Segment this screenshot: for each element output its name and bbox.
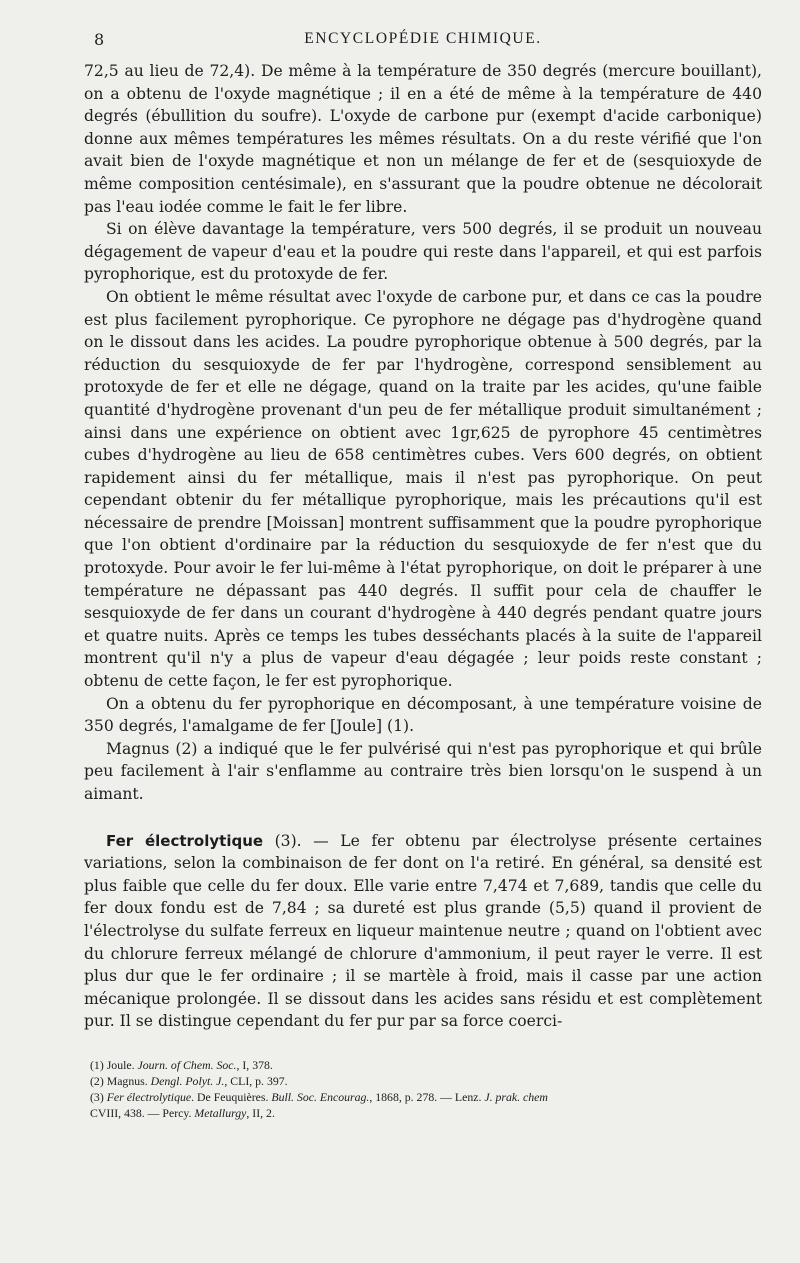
footnote-source: Bull. Soc. Encourag. bbox=[271, 1089, 370, 1104]
footnote-3 bbox=[90, 1089, 762, 1105]
footnotes bbox=[84, 1057, 762, 1121]
footnote-topic: Fer électrolytique bbox=[106, 1089, 192, 1104]
footnote-3-continued bbox=[90, 1105, 762, 1121]
footnote-text: CVIII, 438. — Percy. bbox=[90, 1105, 195, 1120]
section-paragraph bbox=[84, 830, 762, 1033]
footnote-mark: (2) Magnus. bbox=[90, 1073, 151, 1088]
section-title: Fer électrolytique bbox=[106, 831, 264, 850]
section-text: Le fer obtenu par électrolyse présente certaines variations, selon la combinaison de fer dont on l'a retiré. En général, sa densité est plus faible que celle du fer doux. Elle varie entre 7,474 et 7,689, tandis que celle du fer doux fondu est de 7,84 ; sa dureté est plus grande (5,5) quand il provient de l'électrolyse du sulfate ferreux en liqueur maintenue neutre ; quand on l'obtient avec du chlorure ferreux mélangé de chlorure d'ammonium, il peut rayer le verre. Il est plus dur que le fer ordinaire ; il se martèle à froid, mais il casse par une action mécanique prolongée. Il se dissout dans les acides sans résidu et est complètement pur. Il se distingue cependant du fer pur par sa force coerci- bbox=[84, 831, 762, 1031]
footnote-ref: , II, 2. bbox=[246, 1105, 275, 1120]
page-number: 8 bbox=[94, 30, 105, 49]
footnote-mark: (1) Joule. bbox=[90, 1057, 138, 1072]
section-fer-electrolytique bbox=[84, 830, 762, 1033]
page-header bbox=[84, 26, 762, 54]
paragraph: On obtient le même résultat avec l'oxyde de carbone pur, et dans ce cas la poudre est plus facilement pyrophorique. Ce pyrophore ne dégage pas d'hydrogène quand on le dissout dans les acides. La poudre pyrophorique obtenue à 500 degrés, par la réduction du sesquioxyde de fer par l'hydrogène, correspond sensiblement au protoxyde de fer et elle ne dégage, quand on la traite par les acides, qu'une faible quantité d'hydrogène provenant d'un peu de fer métallique produit simultanément ; ainsi dans une expérience on obtient avec 1gr,625 de pyrophore 45 centimètres cubes d'hydrogène au lieu de 658 centimètres cubes. Vers 600 degrés, on obtient rapidement ainsi du fer métallique, mais il n'est pas pyrophorique. On peut cependant obtenir du fer métallique pyrophorique, mais les précautions qu'il est nécessaire de prendre [Moissan] montrent suffisamment que la poudre pyrophorique que l'on obtient d'ordinaire par la réduction du sesquioxyde de fer n'est que du protoxyde. Pour avoir le fer lui-même à l'état pyrophorique, on doit le préparer à une température ne dépassant pas 440 degrés. Il suffit pour cela de chauffer le sesquioxyde de fer dans un courant d'hydrogène à 440 degrés pendant quatre jours et quatre nuits. Après ce temps les tubes desséchants placés à la suite de l'appareil montrent qu'il n'y a plus de vapeur d'eau dégagée ; leur poids reste constant ; obtenu de cette façon, le fer est pyrophorique. bbox=[84, 287, 762, 691]
paragraph: Si on élève davantage la température, vers 500 degrés, il se produit un nouveau dégagement de vapeur d'eau et la poudre qui reste dans l'appareil, et qui est parfois pyrophorique, est du protoxyde de fer. bbox=[84, 220, 762, 284]
footnote-ref: , I, 378. bbox=[236, 1057, 273, 1072]
footnote-source: Dengl. Polyt. J. bbox=[150, 1073, 225, 1088]
footnote-ref: , CLI, p. 397. bbox=[224, 1073, 288, 1088]
footnote-mark: (3) bbox=[90, 1089, 107, 1104]
section-title-suffix: (3). — bbox=[263, 831, 341, 850]
footnote-text: , 1868, p. 278. — Lenz. bbox=[369, 1089, 485, 1104]
footnote-2 bbox=[90, 1073, 762, 1089]
body-text bbox=[84, 60, 762, 1033]
footnote-source: Metallurgy bbox=[194, 1105, 247, 1120]
paragraph: On a obtenu du fer pyrophorique en décomposant, à une température voisine de 350 degrés, l'amalgame de fer [Joule] (1). bbox=[84, 694, 762, 736]
footnote-1 bbox=[90, 1057, 762, 1073]
footnote-source: J. prak. chem bbox=[484, 1089, 548, 1104]
paragraph: Magnus (2) a indiqué que le fer pulvérisé qui n'est pas pyrophorique et qui brûle peu facilement à l'air s'enflamme au contraire très bien lorsqu'on le suspend à un aimant. bbox=[84, 739, 762, 803]
footnote-source: Journ. of Chem. Soc. bbox=[137, 1057, 237, 1072]
footnote-text: . De Feuquières. bbox=[191, 1089, 272, 1104]
running-title: ENCYCLOPÉDIE CHIMIQUE. bbox=[304, 30, 542, 47]
paragraph: 72,5 au lieu de 72,4). De même à la température de 350 degrés (mercure bouillant), on a obtenu de l'oxyde magnétique ; il en a été de même à la température de 440 degrés (ébullition du soufre). L'oxyde de carbone pur (exempt d'acide carbonique) donne aux mêmes températures les mêmes résultats. On a du reste vérifié que l'on avait bien de l'oxyde magnétique et non un mélange de fer et de (sesquioxyde de même composition centésimale), en s'assurant que la poudre obtenue ne décolorait pas l'eau iodée comme le fait le fer libre. bbox=[84, 62, 762, 216]
